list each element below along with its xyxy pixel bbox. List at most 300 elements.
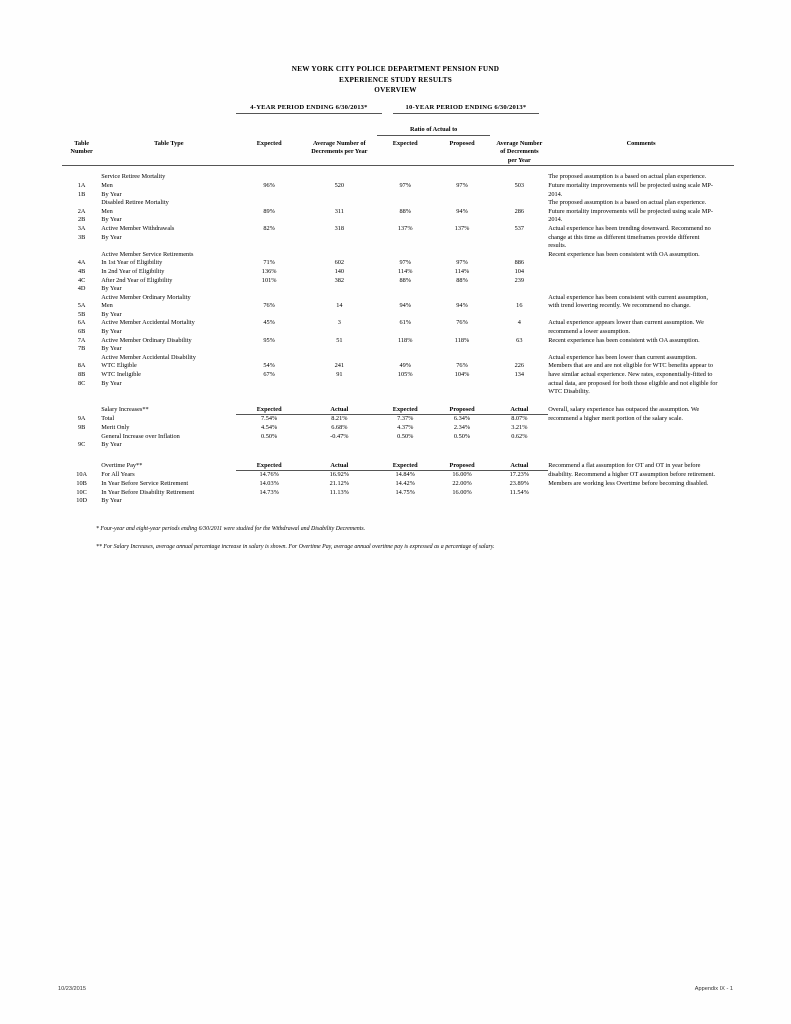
- table-row: [62, 380, 734, 389]
- cell-table-number: 9C: [77, 441, 86, 449]
- overtime-header-expected-10yr: Expected: [377, 462, 434, 471]
- cell-table-type: By Year: [101, 441, 122, 449]
- cell-expected-10yr: 97%: [399, 181, 411, 189]
- cell-proposed-10yr: 16.00%: [452, 471, 472, 479]
- cell-comment: Future mortality improvements will be projected using scale MP-: [548, 207, 713, 215]
- table-row: [62, 362, 734, 371]
- cell-expected-10yr: [377, 354, 434, 363]
- footnote-double-asterisk: ** For Salary Increases, average annual percentage increase in salary is shown. For Overtime Pay, average annual overtime pay is expressed as a percentage of salary.: [96, 544, 495, 550]
- header-table-type: Table Type: [101, 140, 236, 166]
- cell-proposed-10yr: 94%: [456, 302, 468, 310]
- cell-avg-decrements-10yr: [490, 388, 548, 397]
- cell-expected-4yr: 7.54%: [261, 415, 278, 423]
- cell-table-number: 10B: [76, 479, 87, 487]
- document-title-block: [0, 64, 791, 96]
- page-footer: [0, 986, 791, 1000]
- cell-avg-decrements-4yr: [302, 242, 377, 251]
- cell-expected-10yr: [377, 441, 434, 450]
- cell-comment: Members are working less Overtime before becoming disabled.: [548, 479, 709, 487]
- cell-table-type: By Year: [101, 379, 122, 387]
- cell-expected-10yr: [377, 199, 434, 208]
- cell-proposed-10yr: [434, 191, 491, 200]
- footnote-single-asterisk: * Four-year and eight-year periods ending 6/30/2011 were studied for the Withdrawal and Disability Decrements.: [96, 526, 366, 532]
- cell-table-type: In 2nd Year of Eligibility: [101, 267, 165, 275]
- cell-actual-10yr: 3.21%: [511, 424, 528, 431]
- cell-proposed-10yr: [434, 294, 491, 303]
- cell-table-number: 10D: [76, 497, 88, 505]
- cell-avg-decrements-4yr: 3: [337, 319, 341, 327]
- cell-avg-decrements-10yr: 104: [514, 267, 525, 275]
- table-row: [62, 302, 734, 311]
- cell-table-number: 10A: [76, 470, 88, 478]
- cell-comment: Actual experience has been consistent with current assumption,: [548, 293, 709, 301]
- cell-expected-4yr: [236, 199, 301, 208]
- cell-table-type: WTC Eligible: [101, 362, 137, 370]
- cell-table-number: 6B: [77, 328, 86, 336]
- cell-table-number: 2A: [77, 207, 86, 215]
- cell-table-type: Men: [101, 207, 113, 215]
- cell-table-number: 9B: [77, 424, 86, 431]
- cell-table-type: By Year: [101, 285, 122, 293]
- cell-table-number: 1A: [77, 181, 86, 189]
- cell-comment: Future mortality improvements will be projected using scale MP-: [548, 181, 713, 189]
- cell-proposed-10yr: 94%: [456, 207, 468, 215]
- cell-proposed-10yr: [434, 199, 491, 208]
- cell-table-number: [62, 173, 101, 182]
- cell-comment: [548, 268, 734, 277]
- salary-header-actual-10yr: Actual: [490, 406, 548, 415]
- cell-avg-decrements-4yr: 51: [336, 336, 343, 344]
- cell-table-type: Total: [101, 414, 115, 422]
- cell-comment: 2014.: [548, 190, 563, 198]
- cell-proposed-10yr: 97%: [456, 181, 468, 189]
- cell-actual-4yr: [302, 497, 377, 506]
- cell-proposed-10yr: [434, 242, 491, 251]
- cell-table-type: After 2nd Year of Eligibility: [101, 276, 173, 284]
- cell-table-number: 7B: [77, 345, 86, 353]
- cell-expected-4yr: 96%: [263, 181, 275, 189]
- cell-avg-decrements-10yr: [490, 328, 548, 337]
- cell-table-type: Disabled Retiree Mortality: [101, 199, 169, 207]
- cell-expected-4yr: [236, 216, 301, 225]
- footnotes-block: [96, 525, 696, 561]
- cell-expected-10yr: [377, 173, 434, 182]
- salary-section-header-row: [62, 406, 734, 415]
- cell-comment: [548, 433, 734, 442]
- cell-expected-4yr: [236, 242, 301, 251]
- header-avg-decrements-10yr-line3: per Year: [507, 156, 531, 164]
- cell-avg-decrements-10yr: 134: [514, 371, 525, 379]
- cell-avg-decrements-10yr: [490, 251, 548, 260]
- cell-table-number: 10C: [76, 488, 87, 496]
- header-comments: Comments: [548, 140, 734, 166]
- cell-comment: have similar actual experience. New rates, exponentially-fitted to: [548, 371, 713, 379]
- cell-table-type: Active Member Accidental Disability: [101, 353, 196, 361]
- table-row: [62, 371, 734, 380]
- overtime-table-row: [62, 471, 734, 480]
- overtime-header-expected-4yr: Expected: [236, 462, 301, 471]
- cell-comment: The proposed assumption is a based on actual plan experience.: [548, 199, 707, 207]
- cell-expected-4yr: [236, 497, 301, 506]
- cell-actual-4yr: 8.21%: [331, 415, 348, 423]
- cell-comment: The proposed assumption is a based on actual plan experience.: [548, 173, 707, 181]
- cell-table-type: Men: [101, 181, 113, 189]
- cell-avg-decrements-10yr: 239: [514, 276, 525, 284]
- cell-expected-10yr: [377, 234, 434, 243]
- cell-table-type: By Year: [101, 233, 122, 241]
- cell-avg-decrements-10yr: 503: [514, 181, 525, 189]
- cell-avg-decrements-4yr: 318: [334, 224, 345, 232]
- cell-table-type: For All Years: [101, 470, 135, 478]
- cell-expected-10yr: 114%: [397, 267, 413, 275]
- cell-expected-4yr: 14.73%: [259, 488, 279, 496]
- cell-comment: Actual experience has been trending downward. Recommend no: [548, 224, 711, 232]
- table-row: [62, 388, 734, 397]
- salary-table-row: [62, 415, 734, 424]
- cell-expected-4yr: [236, 441, 301, 450]
- cell-expected-4yr: 45%: [263, 319, 275, 327]
- cell-expected-4yr: [236, 345, 301, 354]
- table-row: [62, 319, 734, 328]
- cell-proposed-10yr: [434, 380, 491, 389]
- cell-table-number: [62, 433, 101, 442]
- period-header-10-year: 10-YEAR PERIOD ENDING 6/30/2013*: [393, 104, 539, 114]
- header-ratio-of-actual-to: Ratio of Actual to: [377, 126, 491, 135]
- cell-proposed-10yr: [434, 173, 491, 182]
- cell-expected-10yr: [377, 497, 434, 506]
- cell-table-type: General Increase over Inflation: [101, 432, 180, 440]
- cell-expected-10yr: [377, 242, 434, 251]
- cell-expected-10yr: [377, 380, 434, 389]
- cell-proposed-10yr: 137%: [454, 224, 470, 232]
- cell-avg-decrements-4yr: 14: [336, 302, 343, 310]
- cell-expected-10yr: [377, 251, 434, 260]
- salary-header-proposed-10yr: Proposed: [434, 406, 491, 415]
- table-row: [62, 225, 734, 234]
- table-row: [62, 337, 734, 346]
- cell-expected-10yr: 94%: [399, 302, 411, 310]
- cell-table-type: By Year: [101, 328, 122, 336]
- table-row: [62, 345, 734, 354]
- overtime-header-actual-4yr: Actual: [302, 462, 377, 471]
- cell-table-type: By Year: [101, 310, 122, 318]
- cell-table-number: 2B: [77, 216, 86, 224]
- cell-comment: [548, 441, 734, 450]
- cell-avg-decrements-4yr: 311: [334, 207, 344, 215]
- cell-avg-decrements-10yr: [490, 191, 548, 200]
- salary-comment-line-1: Overall, salary experience has outpaced the assumption. We: [548, 405, 700, 413]
- cell-avg-decrements-4yr: [302, 345, 377, 354]
- table-row: [62, 173, 734, 182]
- title-line-3: OVERVIEW: [374, 86, 417, 94]
- table-row: [62, 268, 734, 277]
- cell-comment: Actual experience appears lower than current assumption. We: [548, 319, 704, 327]
- cell-table-type: By Year: [101, 190, 122, 198]
- overtime-header-proposed-10yr: Proposed: [434, 462, 491, 471]
- cell-table-type: In Year Before Disability Retirement: [101, 488, 195, 496]
- cell-avg-decrements-4yr: [302, 173, 377, 182]
- overtime-table-row: [62, 489, 734, 498]
- cell-expected-10yr: 49%: [399, 362, 411, 370]
- period-group-headers: [0, 104, 791, 120]
- cell-avg-decrements-4yr: [302, 199, 377, 208]
- cell-actual-4yr: [302, 441, 377, 450]
- table-header-ratio-row: [62, 126, 734, 135]
- cell-expected-4yr: [236, 234, 301, 243]
- cell-table-type: By Year: [101, 345, 122, 353]
- cell-comment: [548, 345, 734, 354]
- cell-proposed-10yr: [434, 234, 491, 243]
- cell-expected-4yr: [236, 251, 301, 260]
- cell-comment: [548, 311, 734, 320]
- cell-avg-decrements-10yr: 886: [514, 259, 525, 267]
- cell-avg-decrements-10yr: 537: [514, 224, 525, 232]
- cell-comment: 2014.: [548, 216, 563, 224]
- cell-expected-4yr: 4.54%: [261, 424, 278, 431]
- cell-proposed-10yr: 114%: [454, 267, 470, 275]
- cell-avg-decrements-10yr: 286: [514, 207, 525, 215]
- cell-avg-decrements-10yr: 226: [514, 362, 525, 370]
- cell-table-type: Active Member Accidental Mortality: [101, 319, 195, 327]
- cell-comment: change at this time as different timeframes provide different: [548, 233, 700, 241]
- cell-table-number: 7A: [77, 336, 86, 344]
- experience-study-table: [62, 126, 734, 506]
- cell-actual-4yr: -0.47%: [330, 432, 349, 440]
- table-row: [62, 277, 734, 286]
- cell-comment: [548, 259, 734, 268]
- cell-avg-decrements-4yr: 520: [334, 181, 345, 189]
- cell-avg-decrements-4yr: [302, 328, 377, 337]
- cell-avg-decrements-10yr: [490, 294, 548, 303]
- table-row: [62, 199, 734, 208]
- cell-avg-decrements-4yr: 602: [334, 259, 345, 267]
- cell-table-number: 5A: [77, 302, 86, 310]
- table-row: [62, 251, 734, 260]
- cell-table-number: [62, 388, 101, 397]
- cell-avg-decrements-4yr: [302, 251, 377, 260]
- cell-expected-10yr: [377, 328, 434, 337]
- cell-table-type: By Year: [101, 216, 122, 224]
- cell-table-number: [62, 294, 101, 303]
- period-header-4-year: 4-YEAR PERIOD ENDING 6/30/2013*: [236, 104, 382, 114]
- cell-proposed-10yr: [434, 345, 491, 354]
- cell-expected-10yr: [377, 388, 434, 397]
- cell-table-number: 4D: [77, 285, 86, 293]
- cell-avg-decrements-10yr: [490, 173, 548, 182]
- cell-actual-10yr: 23.89%: [509, 479, 530, 487]
- cell-proposed-10yr: [434, 216, 491, 225]
- cell-proposed-10yr: 16.00%: [452, 488, 472, 496]
- cell-proposed-10yr: 97%: [456, 259, 468, 267]
- table-row: [62, 191, 734, 200]
- table-row: [62, 208, 734, 217]
- header-table-number-line2: Number: [70, 148, 93, 156]
- cell-proposed-10yr: [434, 354, 491, 363]
- cell-avg-decrements-4yr: [302, 380, 377, 389]
- cell-table-type: Merit Only: [101, 424, 130, 431]
- cell-expected-4yr: 14.03%: [259, 479, 279, 487]
- cell-actual-10yr: 11.54%: [509, 488, 529, 496]
- cell-actual-4yr: 21.12%: [329, 479, 350, 487]
- cell-comment: recommend a higher merit portion of the salary scale.: [548, 414, 684, 422]
- table-row: [62, 311, 734, 320]
- cell-actual-10yr: [490, 497, 548, 506]
- table-row: [62, 182, 734, 191]
- cell-table-number: 4C: [77, 276, 86, 284]
- cell-proposed-10yr: [434, 441, 491, 450]
- table-header-row: [62, 140, 734, 166]
- title-line-2: EXPERIENCE STUDY RESULTS: [339, 75, 452, 84]
- cell-table-number: 6A: [77, 319, 86, 327]
- table-row: [62, 285, 734, 294]
- cell-table-type: Men: [101, 302, 113, 310]
- cell-expected-4yr: [236, 311, 301, 320]
- cell-proposed-10yr: [434, 311, 491, 320]
- salary-header-expected-4yr: Expected: [236, 406, 301, 415]
- cell-comment: [548, 424, 734, 433]
- cell-table-number: [62, 354, 101, 363]
- cell-expected-4yr: [236, 328, 301, 337]
- cell-table-type: Active Member Withdrawals: [101, 224, 175, 232]
- cell-expected-10yr: [377, 216, 434, 225]
- cell-expected-4yr: 54%: [263, 362, 275, 370]
- salary-header-expected-10yr: Expected: [377, 406, 434, 415]
- cell-table-number: [62, 199, 101, 208]
- cell-avg-decrements-4yr: [302, 191, 377, 200]
- cell-proposed-10yr: 22.00%: [452, 479, 472, 487]
- cell-table-number: 3B: [77, 233, 86, 241]
- cell-actual-4yr: 6.68%: [331, 424, 348, 431]
- cell-table-type: [101, 242, 236, 251]
- cell-expected-4yr: 71%: [263, 259, 275, 267]
- table-row: [62, 234, 734, 243]
- cell-table-type: Active Member Ordinary Mortality: [101, 293, 191, 301]
- cell-proposed-10yr: 88%: [456, 276, 468, 284]
- salary-section-body: [62, 415, 734, 450]
- cell-table-number: 8A: [77, 362, 86, 370]
- cell-table-type: [101, 388, 236, 397]
- cell-comment: disability. Recommend a higher OT assumption before retirement.: [548, 470, 716, 478]
- cell-avg-decrements-10yr: 4: [517, 319, 521, 327]
- cell-avg-decrements-10yr: [490, 285, 548, 294]
- cell-expected-4yr: 101%: [261, 276, 277, 284]
- cell-proposed-10yr: 2.34%: [453, 424, 471, 431]
- cell-proposed-10yr: 76%: [456, 362, 468, 370]
- footer-page-label: Appendix IX - 1: [694, 986, 733, 992]
- cell-expected-10yr: 105%: [397, 371, 413, 379]
- cell-expected-4yr: 82%: [263, 224, 275, 232]
- salary-header-actual-4yr: Actual: [302, 406, 377, 415]
- cell-expected-10yr: 88%: [399, 276, 411, 284]
- cell-expected-4yr: 76%: [263, 302, 275, 310]
- cell-avg-decrements-10yr: [490, 311, 548, 320]
- cell-expected-10yr: [377, 311, 434, 320]
- salary-table-row: [62, 441, 734, 450]
- cell-avg-decrements-4yr: [302, 234, 377, 243]
- cell-table-number: 8B: [77, 371, 86, 379]
- header-expected-10yr: Expected: [377, 140, 434, 166]
- cell-table-number: 1B: [77, 190, 86, 198]
- title-line-1: NEW YORK CITY POLICE DEPARTMENT PENSION FUND: [291, 65, 500, 73]
- cell-expected-10yr: [377, 285, 434, 294]
- cell-expected-4yr: 89%: [263, 207, 275, 215]
- overtime-table-row: [62, 497, 734, 506]
- cell-proposed-10yr: [434, 497, 491, 506]
- cell-actual-4yr: 16.92%: [329, 471, 350, 479]
- header-table-number-line1: Table: [74, 139, 90, 147]
- cell-proposed-10yr: [434, 388, 491, 397]
- cell-avg-decrements-10yr: 63: [516, 336, 523, 344]
- cell-expected-10yr: 7.37%: [397, 415, 414, 423]
- overtime-section-label: Overtime Pay**: [101, 461, 143, 469]
- cell-table-number: [62, 242, 101, 251]
- overtime-comment-line-1: Recommend a flat assumption for OT and OT in year before: [548, 461, 701, 469]
- cell-table-type: Service Retiree Mortality: [101, 173, 166, 181]
- cell-avg-decrements-10yr: [490, 234, 548, 243]
- cell-table-type: In Year Before Service Retirement: [101, 479, 189, 487]
- cell-comment: Recent experience has been consistent with OA assumption.: [548, 336, 700, 344]
- cell-expected-10yr: 14.42%: [395, 479, 415, 487]
- cell-expected-10yr: 118%: [397, 336, 413, 344]
- table-row: [62, 242, 734, 251]
- cell-expected-10yr: [377, 294, 434, 303]
- cell-expected-10yr: 0.50%: [397, 432, 414, 440]
- cell-comment: recommend a lower assumption.: [548, 328, 631, 336]
- cell-comment: results.: [548, 242, 567, 250]
- cell-comment: [548, 489, 734, 498]
- cell-proposed-10yr: 104%: [454, 371, 470, 379]
- cell-comment: actual data, are proposed for both those eligible and not eligible for: [548, 379, 718, 387]
- table-row: [62, 354, 734, 363]
- cell-avg-decrements-4yr: [302, 388, 377, 397]
- cell-comment: [548, 277, 734, 286]
- overtime-section-header-row: [62, 462, 734, 471]
- cell-table-type: Active Member Service Retirements: [101, 250, 194, 258]
- cell-expected-4yr: [236, 388, 301, 397]
- cell-avg-decrements-4yr: [302, 354, 377, 363]
- cell-avg-decrements-10yr: 16: [516, 302, 523, 310]
- cell-actual-10yr: 17.23%: [509, 471, 530, 479]
- cell-avg-decrements-10yr: [490, 242, 548, 251]
- table-row: [62, 294, 734, 303]
- cell-actual-10yr: 8.07%: [511, 415, 528, 423]
- salary-table-row: [62, 433, 734, 442]
- cell-comment: with trend lowering recently. We recommend no change.: [548, 302, 691, 310]
- table-body: [62, 173, 734, 396]
- cell-proposed-10yr: 6.34%: [453, 415, 471, 423]
- header-avg-decrements-4yr: [302, 140, 377, 166]
- cell-table-number: 9A: [77, 414, 86, 422]
- cell-table-number: 3A: [77, 224, 86, 232]
- cell-expected-4yr: [236, 285, 301, 294]
- cell-avg-decrements-4yr: [302, 216, 377, 225]
- cell-actual-10yr: 0.62%: [511, 432, 528, 440]
- cell-comment: Actual experience has been lower than current assumption.: [548, 353, 697, 361]
- cell-avg-decrements-4yr: 91: [336, 371, 343, 379]
- cell-table-type: By Year: [101, 497, 122, 505]
- header-avg-decrements-10yr: [490, 140, 548, 166]
- cell-expected-4yr: 95%: [263, 336, 275, 344]
- cell-avg-decrements-4yr: [302, 294, 377, 303]
- cell-expected-10yr: [377, 345, 434, 354]
- cell-avg-decrements-10yr: [490, 199, 548, 208]
- cell-table-number: 4B: [77, 267, 86, 275]
- header-avg-decrements-4yr-line2: Decrements per Year: [311, 148, 368, 156]
- cell-expected-4yr: 0.50%: [261, 432, 278, 440]
- cell-proposed-10yr: [434, 251, 491, 260]
- cell-avg-decrements-4yr: 241: [334, 362, 345, 370]
- overtime-header-actual-10yr: Actual: [490, 462, 548, 471]
